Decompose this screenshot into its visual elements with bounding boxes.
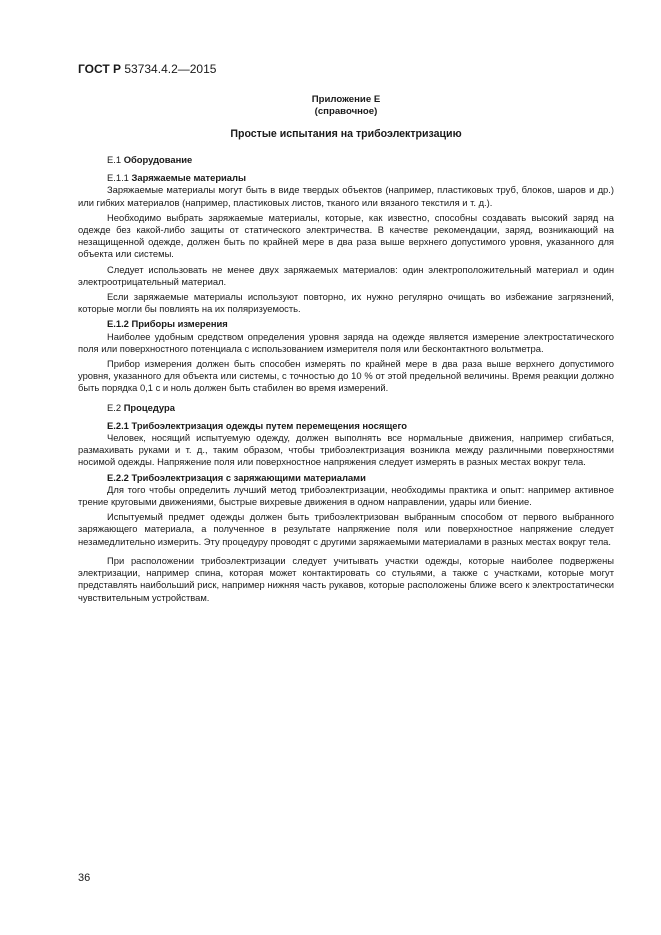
header-prefix: ГОСТ Р (78, 62, 122, 76)
paragraph: При расположении трибоэлектризации следует учитывать участки одежды, которые наиболее подвержены электризации, например спина, которая может контактировать со стульями, а также с участками, которые могут представлять наибольший риск, например нижняя часть рукавов, которые расположены ближе всего к электростатически чувствительным устройствам. (78, 554, 614, 603)
paragraph: Наиболее удобным средством определения уровня заряда на одежде является измерение электростатического поля или поверхностного потенциала с использованием измерителя поля или бесконтактного вольтметра. (78, 330, 614, 354)
section-e1-heading (78, 154, 614, 166)
section-e11-heading (78, 172, 614, 184)
annex-block (78, 94, 614, 118)
section-e1-number: Е.1 (107, 154, 122, 165)
section-e1-title: Оборудование (123, 154, 193, 165)
paragraph: Необходимо выбрать заряжаемые материалы, которые, как известно, способны создавать высокий заряд на одежде без какой-либо защиты от статического электричества. В качестве рекомендации, заряд, возникающий на незащищенной одежде, должен быть по крайней мере в два раза выше верхнего допустимого уровня, указанного для объекта или системы. (78, 211, 614, 260)
document-body (78, 154, 614, 607)
header-number: 53734.4.2—2015 (124, 62, 217, 76)
paragraph: Человек, носящий испытуемую одежду, должен выполнять все нормальные движения, например сгибаться, размахивать руками и т. д., таким образом, чтобы трибоэлектризация возникла между различными поверхностями носимой одежды. Напряжение поля или поверхностное напряжения следует измерять в разных местах вокруг тела. (78, 432, 614, 468)
section-e2-title: Процедура (123, 401, 175, 413)
section-e2-number: Е.2 (107, 401, 122, 413)
paragraph: Для того чтобы определить лучший метод трибоэлектризации, необходимы практика и опыт: например активное трение круговыми движениями, быстрые вихревые движения в одном направлении, удары или биение. (78, 483, 614, 508)
section-e11-number: Е.1.1 (107, 172, 129, 184)
annex-heading: Простые испытания на трибоэлектризацию (230, 128, 462, 140)
paragraph: Следует использовать не менее двух заряжаемых материалов: один электроположительный материал и один электроотрицательный материал. (78, 263, 614, 287)
annex-status: (справочное) (314, 106, 378, 117)
paragraph: Испытуемый предмет одежды должен быть трибоэлектризован выбранным способом от первого выбранного заряжающего материала, а полученное в результате напряжение поля или поверхностное напряжение следует незамедлительно измерить. Эту процедуру проводят с другими заряжаемыми материалами в разных местах вокруг тела. (78, 511, 614, 547)
annex-title: Приложение Е (311, 94, 381, 105)
section-e12-heading: Е.1.2 Приборы измерения (107, 318, 228, 330)
page-number: 36 (78, 872, 91, 884)
paragraph: Если заряжаемые материалы используют повторно, их нужно регулярно очищать во избежание загрязнений, которые могли бы повлиять на их поляризуемость. (78, 291, 614, 315)
section-e21-heading: Е.2.1 Трибоэлектризация одежды путем перемещения носящего (107, 419, 407, 431)
section-e22-heading: Е.2.2 Трибоэлектризация с заряжающими материалами (107, 471, 366, 483)
standard-header (78, 62, 216, 76)
section-e2-heading (78, 402, 614, 414)
section-e11-title: Заряжаемые материалы (131, 172, 246, 184)
paragraph: Прибор измерения должен быть способен измерять по крайней мере в два раза выше верхнего допустимого уровня, указанного для объекта или системы, с точностью до 10 % от этой предельной величины. Время реакции должно быть порядка 0,1 с и ноль должен быть стабилен во время измерений. (78, 358, 614, 394)
paragraph: Заряжаемые материалы могут быть в виде твердых объектов (например, пластиковых труб, блоков, шаров и др.) или гибких материалов (например, пластиковых листов, тканого или вязаного текстиля и т. д.). (78, 184, 614, 208)
